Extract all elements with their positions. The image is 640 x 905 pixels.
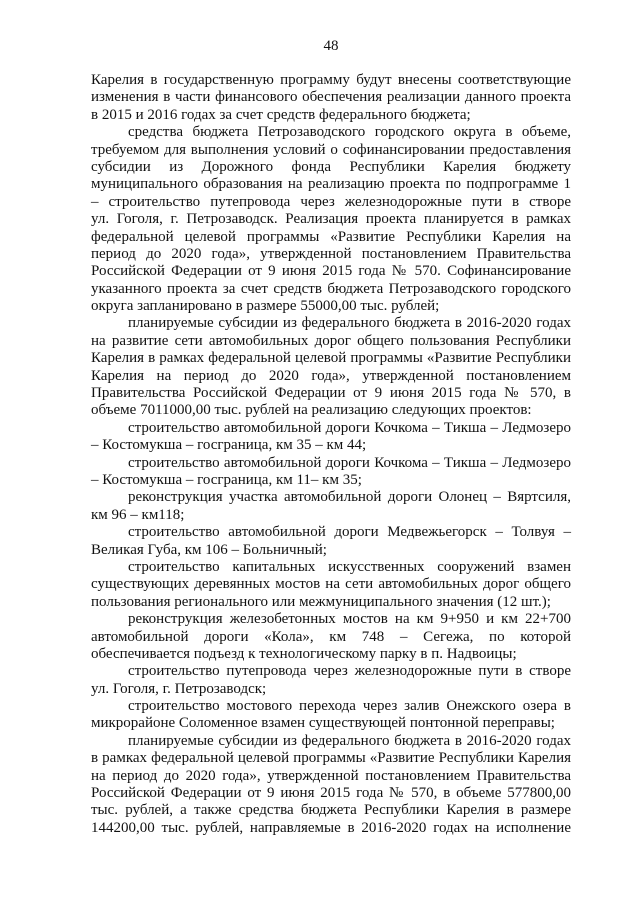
- text-line: строительство путепровода через железнодорожные пути в створе: [128, 663, 571, 680]
- text-line: Карелия в рамках федеральной целевой программы «Развитие Республики: [91, 350, 571, 367]
- text-line: ул. Гоголя, г. Петрозаводск. Реализация проекта планируется в рамках: [91, 211, 571, 228]
- paragraph: [91, 420, 571, 455]
- page-number: 48: [323, 38, 339, 54]
- text-line: – Костомукша – госграница, км 35 – км 44;: [91, 437, 367, 454]
- text-line: реконструкция участка автомобильной дороги Олонец – Вяртсиля,: [128, 489, 571, 506]
- paragraph: [91, 124, 571, 315]
- text-line: ул. Гоголя, г. Петрозаводск;: [91, 680, 267, 697]
- text-line: муниципального образования на реализацию проекта по подпрограмме 1: [91, 176, 571, 193]
- text-line: реконструкция железобетонных мостов на км 9+950 и км 22+700: [128, 611, 571, 628]
- text-line: обеспечивается подъезд к технологическому парку в п. Надвоицы;: [91, 645, 517, 662]
- paragraph: [91, 455, 571, 490]
- paragraph: [91, 698, 571, 733]
- text-line: федеральной целевой программы «Развитие Республики Карелия на: [91, 228, 571, 245]
- text-line: пользования регионального или межмуниципального значения (12 шт.);: [91, 593, 551, 610]
- text-line: требуемом для выполнения условий о софинансировании предоставления: [91, 141, 571, 158]
- text-line: автомобильной дороги «Кола», км 748 – Сегежа, по которой: [91, 628, 571, 645]
- text-line: тыс. рублей, а также средства бюджета Республики Карелия в размере: [91, 802, 571, 819]
- paragraph: [91, 611, 571, 663]
- text-line: строительство капитальных искусственных сооружений взамен: [128, 558, 571, 575]
- text-line: Карелия на период до 2020 года», утвержденной постановлением: [91, 367, 571, 384]
- text-line: Российской Федерации от 9 июня 2015 года № 570, в объеме 577800,00: [91, 785, 571, 802]
- text-line: планируемые субсидии из федерального бюджета в 2016-2020 годах: [128, 732, 571, 749]
- text-line: на период до 2020 года», утвержденной постановлением Правительства: [91, 767, 571, 784]
- document-body: [91, 72, 571, 837]
- paragraph: [91, 315, 571, 419]
- paragraph: [91, 489, 571, 524]
- text-line: Правительства Российской Федерации от 9 июня 2015 года № 570, в: [91, 385, 571, 402]
- text-line: период до 2020 года», утвержденной постановлением Правительства: [91, 245, 571, 262]
- text-line: в 2015 и 2016 годах за счет средств федерального бюджета;: [91, 106, 471, 123]
- text-line: в рамках федеральной целевой программы «Развитие Республики Карелия: [91, 750, 571, 767]
- paragraph: [91, 733, 571, 837]
- text-line: Великая Губа, км 106 – Больничный;: [91, 541, 327, 558]
- text-line: субсидии из Дорожного фонда Республики Карелия бюджету: [91, 158, 571, 175]
- text-line: строительство автомобильной дороги Кочкома – Тикша – Ледмозеро: [128, 419, 571, 436]
- paragraph: [91, 72, 571, 124]
- text-line: средства бюджета Петрозаводского городского округа в объеме,: [128, 124, 571, 141]
- text-line: Российской Федерации от 9 июня 2015 года № 570. Софинансирование: [91, 263, 571, 280]
- text-line: – Костомукша – госграница, км 11– км 35;: [91, 471, 362, 488]
- text-line: 144200,00 тыс. рублей, направляемые в 2016-2020 годах на исполнение: [91, 819, 571, 836]
- text-line: – строительство путепровода через железнодорожные пути в створе: [91, 193, 571, 210]
- paragraph: [91, 559, 571, 611]
- text-line: округа запланировано в размере 55000,00 тыс. рублей;: [91, 298, 440, 315]
- text-line: микрорайоне Соломенное взамен существующей понтонной переправы;: [91, 715, 555, 732]
- paragraph: [91, 524, 571, 559]
- text-line: строительство автомобильной дороги Кочкома – Тикша – Ледмозеро: [128, 454, 571, 471]
- text-line: объеме 7011000,00 тыс. рублей на реализацию следующих проектов:: [91, 402, 532, 419]
- paragraph: [91, 663, 571, 698]
- text-line: Карелия в государственную программу будут внесены соответствующие: [91, 72, 571, 88]
- text-line: указанного проекта за счет средств бюджета Петрозаводского городского: [91, 280, 571, 297]
- text-line: существующих деревянных мостов на сети автомобильных дорог общего: [91, 576, 571, 593]
- text-line: строительство мостового перехода через залив Онежского озера в: [128, 698, 571, 715]
- text-line: на развитие сети автомобильных дорог общего пользования Республики: [91, 332, 571, 349]
- text-line: планируемые субсидии из федерального бюджета в 2016-2020 годах: [128, 315, 571, 332]
- text-line: строительство автомобильной дороги Медвежьегорск – Толвуя –: [128, 524, 571, 541]
- text-line: км 96 – км118;: [91, 506, 185, 523]
- text-line: изменения в части финансового обеспечения реализации данного проекта: [91, 89, 571, 106]
